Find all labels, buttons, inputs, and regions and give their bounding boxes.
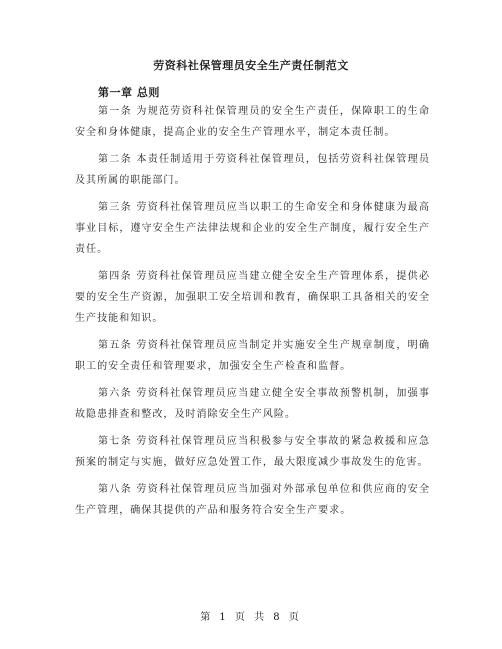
document-title: 劳资科社保管理员安全生产责任制范文 xyxy=(153,59,349,72)
document-body xyxy=(75,101,430,527)
article-paragraph: 第二条 本责任制适用于劳资科社保管理员，包括劳资科社保管理员及其所属的职能部门。 xyxy=(75,154,430,186)
article-paragraph: 第五条 劳资科社保管理员应当制定并实施安全生产规章制度，明确职工的安全责任和管理要求，加强安全生产检查和监督。 xyxy=(75,340,430,372)
page-number-footer: 第 1 页 共 8 页 xyxy=(200,612,302,623)
article-paragraph: 第四条 劳资科社保管理员应当建立健全安全生产管理体系，提供必要的安全生产资源，加强职工安全培训和教育，确保职工具备相关的安全生产技能和知识。 xyxy=(75,271,430,324)
article-paragraph: 第八条 劳资科社保管理员应当加强对外部承包单位和供应商的安全生产管理，确保其提供的产品和服务符合安全生产要求。 xyxy=(75,484,430,516)
article-paragraph: 第六条 劳资科社保管理员应当建立健全安全事故预警机制，加强事故隐患排查和整改，及时消除安全生产风险。 xyxy=(75,388,430,420)
article-paragraph: 第七条 劳资科社保管理员应当积极参与安全事故的紧急救援和应急预案的制定与实施，做好应急处置工作，最大限度减少事故发生的危害。 xyxy=(75,436,430,468)
chapter-heading: 第一章 总则 xyxy=(98,86,160,99)
article-paragraph: 第一条 为规范劳资科社保管理员的安全生产责任，保障职工的生命安全和身体健康，提高企业的安全生产管理水平，制定本责任制。 xyxy=(75,106,430,138)
article-paragraph: 第三条 劳资科社保管理员应当以职工的生命安全和身体健康为最高事业目标，遵守安全生产法律法规和企业的安全生产制度，履行安全生产责任。 xyxy=(75,202,430,255)
